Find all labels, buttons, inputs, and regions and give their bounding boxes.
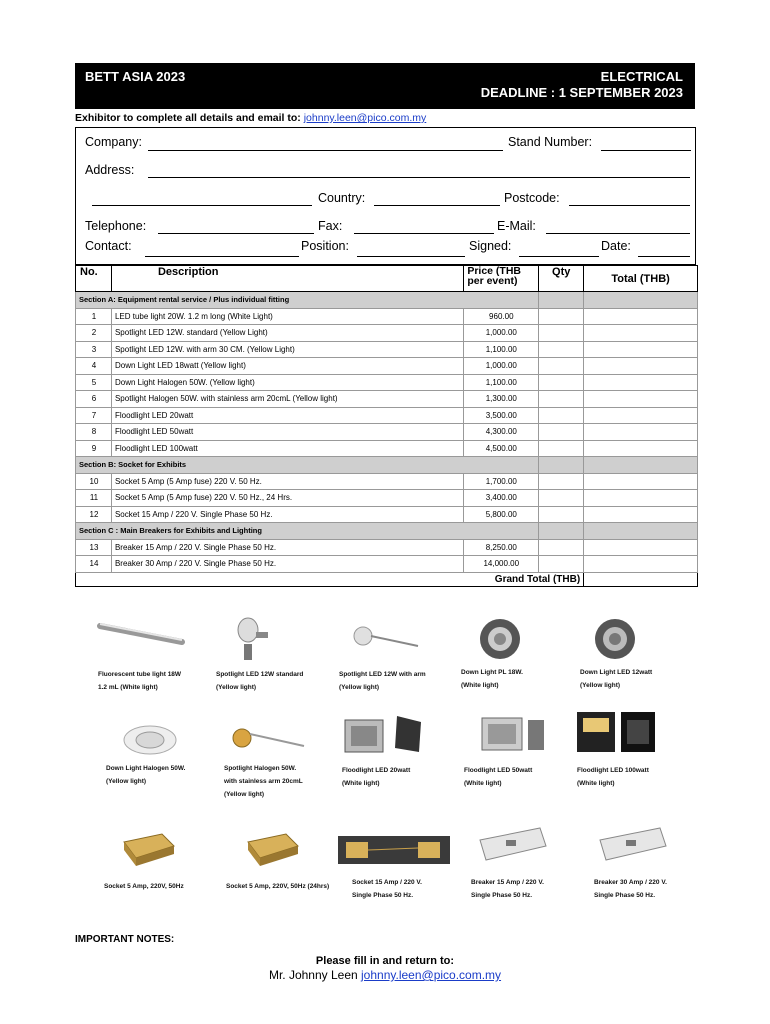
instruction: [75, 112, 426, 124]
row-qty-cell[interactable]: [539, 358, 584, 375]
section-title: Section A: Equipment rental service / Plus individual fitting: [76, 292, 539, 309]
row-no: 2: [76, 325, 112, 342]
spotlight-led-image: [230, 612, 275, 662]
header-no: No.: [76, 266, 112, 292]
section-qty-cell: [539, 457, 584, 474]
position-label: Position:: [301, 239, 349, 253]
section-qty-cell: [539, 523, 584, 540]
row-total-cell[interactable]: [584, 341, 698, 358]
spotlight-halogen-image: [228, 718, 308, 754]
date-field[interactable]: [638, 256, 690, 257]
row-no: 4: [76, 358, 112, 375]
row-total-cell[interactable]: [584, 374, 698, 391]
signed-field[interactable]: [519, 256, 599, 257]
tube-light-image: [96, 620, 186, 650]
contact-label: Contact:: [85, 239, 132, 253]
row-description: Spotlight LED 12W. with arm 30 CM. (Yellow Light): [111, 341, 463, 358]
footer-return-line: Please fill in and return to:: [315, 955, 455, 967]
row-total-cell[interactable]: [584, 391, 698, 408]
row-description: Floodlight LED 20watt: [111, 407, 463, 424]
table-row: [76, 473, 698, 490]
row-price: 3,400.00: [464, 490, 539, 507]
table-row: [76, 490, 698, 507]
telephone-label: Telephone:: [85, 219, 147, 233]
row-price: 1,100.00: [464, 341, 539, 358]
row-qty-cell[interactable]: [539, 539, 584, 556]
row-no: 6: [76, 391, 112, 408]
postcode-label: Postcode:: [504, 191, 560, 205]
section-title: Section B: Socket for Exhibits: [76, 457, 539, 474]
row-price: 8,250.00: [464, 539, 539, 556]
date-label: Date:: [601, 239, 631, 253]
downlight-pl-image: [477, 616, 523, 662]
table-row: [76, 440, 698, 457]
price-table: [75, 265, 698, 587]
product-caption: Floodlight LED 20watt (White light): [342, 767, 411, 787]
section-total-cell: [584, 523, 698, 540]
downlight-led-image: [592, 616, 638, 662]
stand-number-field[interactable]: [601, 150, 691, 151]
country-label: Country:: [318, 191, 366, 205]
product-caption: Spotlight LED 12W with arm (Yellow light): [339, 671, 426, 691]
footer-email-link[interactable]: johnny.leen@pico.com.my: [361, 968, 502, 982]
product-caption: Breaker 15 Amp / 220 V. Single Phase 50 Hz.: [471, 879, 544, 899]
socket-5a-24hr-image: [242, 828, 302, 868]
row-total-cell[interactable]: [584, 440, 698, 457]
row-description: Floodlight LED 100watt: [111, 440, 463, 457]
row-total-cell[interactable]: [584, 539, 698, 556]
table-row: [76, 424, 698, 441]
row-description: Socket 15 Amp / 220 V. Single Phase 50 Hz.: [111, 506, 463, 523]
product-caption: Fluorescent tube light 18W 1.2 mL (White light): [98, 671, 182, 691]
product-caption: Down Light LED 12watt (Yellow light): [580, 669, 653, 689]
row-description: Breaker 30 Amp / 220 V. Single Phase 50 Hz.: [111, 556, 463, 573]
row-total-cell[interactable]: [584, 308, 698, 325]
row-price: 5,800.00: [464, 506, 539, 523]
footer-contact: [0, 968, 770, 982]
row-price: 4,500.00: [464, 440, 539, 457]
header-price: Price (THB per event): [464, 266, 539, 292]
row-qty-cell[interactable]: [539, 325, 584, 342]
row-description: Spotlight Halogen 50W. with stainless arm 20cmL (Yellow light): [111, 391, 463, 408]
row-price: 1,700.00: [464, 473, 539, 490]
country-field[interactable]: [374, 205, 500, 206]
product-caption: Spotlight LED 12W standard (Yellow light): [216, 671, 304, 691]
row-qty-cell[interactable]: [539, 341, 584, 358]
section-title: Section C : Main Breakers for Exhibits and Lighting: [76, 523, 539, 540]
section-qty-cell: [539, 292, 584, 309]
row-no: 13: [76, 539, 112, 556]
table-row: [76, 407, 698, 424]
row-description: Down Light LED 18watt (Yellow light): [111, 358, 463, 375]
row-price: 1,300.00: [464, 391, 539, 408]
table-row: [76, 506, 698, 523]
row-description: LED tube light 20W. 1.2 m long (White Light): [111, 308, 463, 325]
row-no: 7: [76, 407, 112, 424]
table-row: [76, 358, 698, 375]
header-total: Total (THB): [584, 266, 698, 292]
section-row: [76, 457, 698, 474]
floodlight-100w-image: [575, 708, 659, 756]
row-total-cell[interactable]: [584, 473, 698, 490]
row-qty-cell[interactable]: [539, 556, 584, 573]
row-no: 1: [76, 308, 112, 325]
row-price: 1,000.00: [464, 358, 539, 375]
row-total-cell[interactable]: [584, 358, 698, 375]
fax-label: Fax:: [318, 219, 343, 233]
row-total-cell[interactable]: [584, 424, 698, 441]
grand-total-cell[interactable]: [584, 572, 698, 586]
floodlight-50w-image: [478, 712, 548, 756]
product-caption: Floodlight LED 50watt (White light): [464, 767, 533, 787]
row-qty-cell[interactable]: [539, 424, 584, 441]
signed-label: Signed:: [469, 239, 512, 253]
product-caption: Breaker 30 Amp / 220 V. Single Phase 50 Hz.: [594, 879, 667, 899]
header-banner: [75, 63, 695, 109]
grand-total-label: Grand Total (THB): [76, 572, 584, 586]
row-total-cell[interactable]: [584, 325, 698, 342]
contact-field[interactable]: [145, 256, 299, 257]
row-qty-cell[interactable]: [539, 490, 584, 507]
row-description: Floodlight LED 50watt: [111, 424, 463, 441]
row-qty-cell[interactable]: [539, 391, 584, 408]
row-price: 14,000.00: [464, 556, 539, 573]
table-row: [76, 391, 698, 408]
row-description: Breaker 15 Amp / 220 V. Single Phase 50 Hz.: [111, 539, 463, 556]
row-price: 1,100.00: [464, 374, 539, 391]
product-caption: Socket 5 Amp, 220V, 50Hz: [104, 883, 184, 890]
row-total-cell[interactable]: [584, 556, 698, 573]
table-row: [76, 308, 698, 325]
section-row: [76, 292, 698, 309]
row-qty-cell[interactable]: [539, 407, 584, 424]
row-total-cell[interactable]: [584, 407, 698, 424]
event-title: BETT ASIA 2023: [85, 69, 186, 84]
row-description: Down Light Halogen 50W. (Yellow light): [111, 374, 463, 391]
address-label: Address:: [85, 163, 135, 177]
address-field-2[interactable]: [92, 205, 312, 206]
telephone-field[interactable]: [158, 233, 314, 234]
breaker-15a-image: [478, 826, 548, 864]
section-row: [76, 523, 698, 540]
row-qty-cell[interactable]: [539, 308, 584, 325]
downlight-halogen-image: [120, 718, 180, 758]
row-description: Spotlight LED 12W. standard (Yellow Light): [111, 325, 463, 342]
product-caption: Floodlight LED 100watt (White light): [577, 767, 649, 787]
table-row: [76, 374, 698, 391]
company-field[interactable]: [148, 150, 503, 151]
position-field[interactable]: [357, 256, 465, 257]
row-qty-cell[interactable]: [539, 374, 584, 391]
product-caption: Down Light Halogen 50W. (Yellow light): [106, 765, 186, 785]
email-label: E-Mail:: [497, 219, 536, 233]
important-notes: IMPORTANT NOTES:: [75, 934, 175, 945]
section-total-cell: [584, 292, 698, 309]
row-no: 5: [76, 374, 112, 391]
instruction-email-link[interactable]: johnny.leen@pico.com.my: [303, 112, 427, 124]
postcode-field[interactable]: [569, 205, 690, 206]
row-description: Socket 5 Amp (5 Amp fuse) 220 V. 50 Hz., 24 Hrs.: [111, 490, 463, 507]
row-no: 11: [76, 490, 112, 507]
product-caption: Socket 15 Amp / 220 V. Single Phase 50 Hz.: [352, 879, 422, 899]
product-caption: Spotlight Halogen 50W. with stainless arm 20cmL (Yellow light): [224, 765, 303, 798]
row-no: 8: [76, 424, 112, 441]
fax-field[interactable]: [354, 233, 494, 234]
row-qty-cell[interactable]: [539, 440, 584, 457]
socket-5a-image: [118, 828, 178, 868]
row-price: 4,300.00: [464, 424, 539, 441]
address-field-1[interactable]: [148, 177, 690, 178]
section-total-cell: [584, 457, 698, 474]
row-qty-cell[interactable]: [539, 506, 584, 523]
grand-total-row: [76, 572, 698, 586]
instruction-text: Exhibitor to complete all details and email to:: [75, 112, 304, 124]
email-field[interactable]: [546, 233, 690, 234]
company-label: Company:: [85, 135, 142, 149]
row-no: 3: [76, 341, 112, 358]
product-caption: Down Light PL 18W. (White light): [461, 669, 523, 689]
row-description: Socket 5 Amp (5 Amp fuse) 220 V. 50 Hz.: [111, 473, 463, 490]
row-price: 3,500.00: [464, 407, 539, 424]
breaker-30a-image: [598, 826, 668, 864]
row-no: 10: [76, 473, 112, 490]
table-row: [76, 556, 698, 573]
deadline: DEADLINE : 1 SEPTEMBER 2023: [480, 85, 683, 100]
exhibitor-details-form: [75, 127, 696, 265]
row-no: 9: [76, 440, 112, 457]
row-qty-cell[interactable]: [539, 473, 584, 490]
row-total-cell[interactable]: [584, 506, 698, 523]
socket-15a-image: [338, 836, 450, 864]
stand-number-label: Stand Number:: [508, 135, 593, 149]
row-total-cell[interactable]: [584, 490, 698, 507]
row-no: 14: [76, 556, 112, 573]
header-description: Description: [111, 266, 463, 292]
table-row: [76, 539, 698, 556]
header-qty: Qty: [539, 266, 584, 292]
row-price: 960.00: [464, 308, 539, 325]
category-title: ELECTRICAL: [600, 69, 683, 84]
row-no: 12: [76, 506, 112, 523]
table-header-row: [76, 266, 698, 292]
floodlight-20w-image: [341, 712, 425, 756]
table-row: [76, 341, 698, 358]
product-caption: Socket 5 Amp, 220V, 50Hz (24hrs): [226, 883, 330, 890]
footer-contact-name: Mr. Johnny Leen: [268, 968, 362, 982]
spotlight-arm-image: [343, 618, 423, 658]
row-price: 1,000.00: [464, 325, 539, 342]
table-row: [76, 325, 698, 342]
